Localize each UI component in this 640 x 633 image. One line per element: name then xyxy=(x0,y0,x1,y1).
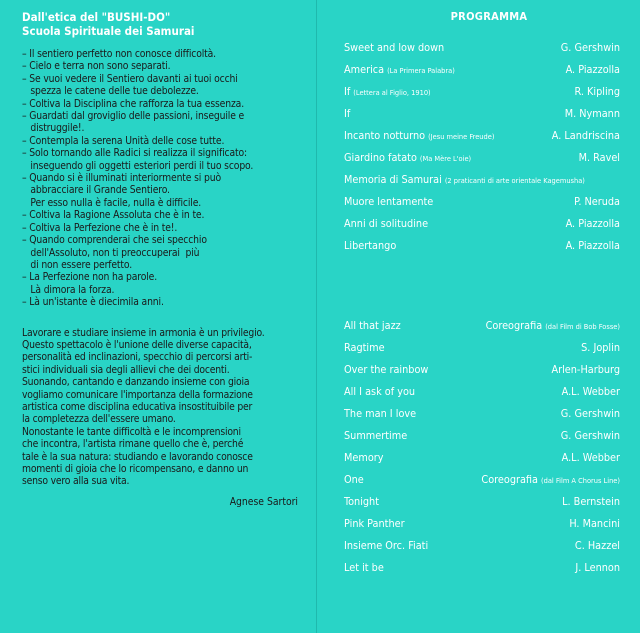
program-item-right xyxy=(569,517,620,530)
rule-line: – La Perfezione non ha parole. xyxy=(22,271,158,284)
intro-paragraph xyxy=(22,327,302,488)
program-title: PROGRAMMA xyxy=(450,10,528,23)
program-item-author: R. Kipling xyxy=(574,85,620,98)
program-item-right xyxy=(575,561,620,574)
heading-line-1: Dall'etica del "BUSHI-DO" xyxy=(22,10,171,24)
program-item-right xyxy=(551,363,620,376)
paragraph-line: Lavorare e studiare insieme in armonia è un privilegio. xyxy=(22,326,265,339)
program-item-left xyxy=(344,217,428,230)
rule-line: abbracciare il Grande Sentiero. xyxy=(22,184,170,197)
program-item-author: A. Landriscina xyxy=(551,129,620,142)
program-item-author: A. Piazzolla xyxy=(565,239,620,252)
program-item-author: J. Lennon xyxy=(575,561,620,574)
program-item-title: If xyxy=(344,85,351,98)
program-part-1 xyxy=(344,41,620,261)
paragraph-line: Suonando, cantando e danzando insieme con gioia xyxy=(22,376,250,389)
program-item-right xyxy=(552,129,620,142)
program-item-left xyxy=(344,151,471,164)
program-item-right xyxy=(561,41,620,54)
program-item-right xyxy=(579,151,620,164)
program-item-author: M. Nymann xyxy=(564,107,620,120)
program-item-left xyxy=(344,539,428,552)
program-item-title: Insieme Orc. Fiati xyxy=(344,539,429,552)
program-item-title: Sweet and low down xyxy=(344,41,445,54)
program-item-note: (Lettera al Figlio, 1910) xyxy=(353,88,431,97)
heading-line-2: Scuola Spirituale dei Samurai xyxy=(22,24,195,38)
program-item xyxy=(344,561,620,583)
program-item-left xyxy=(344,341,385,354)
program-item-left xyxy=(344,195,433,208)
program-item-author: Arlen-Harburg xyxy=(551,363,620,376)
program-item-right xyxy=(566,63,620,76)
rule-line: – Coltiva la Disciplina che rafforza la tua essenza. xyxy=(22,97,244,110)
rule-line: – Se vuoi vedere il Sentiero davanti ai tuoi occhi xyxy=(22,72,238,85)
program-item-left xyxy=(344,407,416,420)
program-item-left xyxy=(344,517,405,530)
paragraph-line: senso vero alla sua vita. xyxy=(22,475,130,488)
program-item xyxy=(344,385,620,407)
page-fold xyxy=(316,0,317,633)
program-item xyxy=(344,517,620,539)
program-item-right xyxy=(575,85,621,98)
program-item-right xyxy=(561,407,620,420)
paragraph-line: stici individuali sia degli allievi che dei docenti. xyxy=(22,363,230,376)
rule-line: – Coltiva la Ragione Assoluta che è in te. xyxy=(22,209,205,222)
program-item-right xyxy=(486,319,620,332)
program-item xyxy=(344,473,620,495)
program-item-right xyxy=(562,451,620,464)
rule-line: inseguendo gli oggetti esteriori perdi il tuo scopo. xyxy=(22,159,254,172)
program-item-title: Muore lentamente xyxy=(344,195,434,208)
rule-line: – Cielo e terra non sono separati. xyxy=(22,60,171,73)
rule-line: – Contempla la serena Unità delle cose tutte. xyxy=(22,134,225,147)
rule-line: – Quando si è illuminati interiormente si può xyxy=(22,172,221,185)
rule-line: dell'Assoluto, non ti preoccuperai più xyxy=(22,246,200,259)
program-item-right xyxy=(565,107,620,120)
program-item-title: Tonight xyxy=(344,495,380,508)
program-item-left xyxy=(344,239,396,252)
program-item-left xyxy=(344,473,364,486)
program-item-right xyxy=(581,341,620,354)
program-item-author: M. Ravel xyxy=(578,151,620,164)
program-item xyxy=(344,341,620,363)
program-item-title: One xyxy=(344,473,364,486)
paragraph-line: momenti di gioia che lo ricompensano, e danno un xyxy=(22,463,249,475)
program-item-author: P. Neruda xyxy=(574,195,620,208)
program-item-author: G. Gershwin xyxy=(560,407,620,420)
program-item xyxy=(344,363,620,385)
program-item-left xyxy=(344,107,350,120)
program-item-note: (dal Film A Chorus Line) xyxy=(541,476,620,485)
program-item-left xyxy=(344,429,407,442)
program-item-title: Let it be xyxy=(344,561,384,574)
program-item xyxy=(344,319,620,341)
program-item-note: (Jesu meine Freude) xyxy=(428,132,495,141)
paragraph-line: la completezza dell'essere umano. xyxy=(22,413,176,426)
rule-line: Per esso nulla è facile, nulla è difficile. xyxy=(22,196,202,209)
program-item xyxy=(344,217,620,239)
program-item-right xyxy=(575,539,620,552)
rule-line: – Il sentiero perfetto non conosce difficoltà. xyxy=(22,48,216,60)
signature: Agnese Sartori xyxy=(229,495,298,508)
program-item xyxy=(344,107,620,129)
program-item-author: A. Piazzolla xyxy=(565,63,620,76)
program-item-title: Memoria di Samurai xyxy=(344,173,442,186)
paragraph-line: tale è la sua natura: studiando e lavorando conosce xyxy=(22,450,253,463)
program-item-author: Coreografia xyxy=(481,473,539,486)
program-item-note: (2 praticanti di arte orientale Kagemusha) xyxy=(444,176,585,185)
program-item-title: Memory xyxy=(344,451,384,464)
program-item-title: All I ask of you xyxy=(344,385,416,398)
program-item xyxy=(344,239,620,261)
program-item-author: A. Piazzolla xyxy=(565,217,620,230)
program-item-left xyxy=(344,451,384,464)
rule-line: distruggile!. xyxy=(22,122,85,135)
program-item-author: C. Hazzel xyxy=(574,539,620,552)
program-item xyxy=(344,429,620,451)
left-page xyxy=(22,10,302,508)
program-item-note: (La Primera Palabra) xyxy=(387,66,455,75)
program-item xyxy=(344,539,620,561)
rule-line: – Là un'istante è diecimila anni. xyxy=(22,296,164,309)
program-item-title: The man I love xyxy=(344,407,417,420)
paragraph-line: Nonostante le tante difficoltà e le incomprensioni xyxy=(22,425,241,438)
program-item-title: America xyxy=(344,63,385,76)
program-item xyxy=(344,41,620,63)
program-item-note: (Ma Mère L'oie) xyxy=(419,154,472,163)
paragraph-line: personalità ed inclinazioni, specchio di percorsi arti- xyxy=(22,351,253,364)
program-item-right xyxy=(561,429,620,442)
program-item-right xyxy=(562,495,620,508)
program-item-author: A.L. Webber xyxy=(561,385,620,398)
program-item-left xyxy=(344,495,379,508)
program-item-left xyxy=(344,173,585,186)
program-item-author: G. Gershwin xyxy=(560,429,620,442)
rule-line: – Quando comprenderai che sei specchio xyxy=(22,234,207,247)
program-item xyxy=(344,495,620,517)
program-item-left xyxy=(344,385,415,398)
rules-list xyxy=(22,48,302,309)
program-item-author: A.L. Webber xyxy=(561,451,620,464)
program-item-left xyxy=(344,85,431,98)
program-item-left xyxy=(344,63,455,76)
program-item-right xyxy=(566,217,620,230)
program-item-right xyxy=(481,473,620,486)
paragraph-line: che incontra, l'artista rimane quello che è, perché xyxy=(22,438,244,451)
rule-line: – Coltiva la Perfezione che è in te!. xyxy=(22,221,178,234)
program-item-title: Incanto notturno xyxy=(344,129,426,142)
rule-line: – Guardati dal groviglio delle passioni, inseguile e xyxy=(22,110,245,123)
paragraph-line: Questo spettacolo è l'unione delle diverse capacità, xyxy=(22,338,252,351)
program-item-title: Libertango xyxy=(344,239,397,252)
rule-line: – Solo tornando alle Radici si realizza il significato: xyxy=(22,147,247,160)
program-item-author: H. Mancini xyxy=(569,517,620,530)
program-item-title: Giardino fatato xyxy=(344,151,417,164)
program-item-author: G. Gershwin xyxy=(560,41,620,54)
program-item-title: Summertime xyxy=(344,429,408,442)
program-item xyxy=(344,63,620,85)
program-item xyxy=(344,451,620,473)
paragraph-line: vogliamo comunicare l'importanza della formazione xyxy=(22,388,253,401)
program-item xyxy=(344,129,620,151)
program-item-left xyxy=(344,129,494,142)
program-item-title: All that jazz xyxy=(344,319,401,332)
rule-line: spezza le catene delle tue debolezze. xyxy=(22,85,199,98)
program-item-title: Anni di solitudine xyxy=(344,217,429,230)
program-item xyxy=(344,85,620,107)
program-item-title: Pink Panther xyxy=(344,517,405,530)
program-item-right xyxy=(574,195,620,208)
program-item-author: Coreografia xyxy=(485,319,543,332)
program-item xyxy=(344,407,620,429)
paragraph-line: artistica come disciplina educativa insostituibile per xyxy=(22,400,253,413)
program-item-left xyxy=(344,41,444,54)
program-item-left xyxy=(344,561,384,574)
program-item-title: Over the rainbow xyxy=(344,363,429,376)
rule-line: di non essere perfetto. xyxy=(22,258,132,271)
rule-line: Là dimora la forza. xyxy=(22,283,115,296)
program-item-left xyxy=(344,319,401,332)
program-item-title: If xyxy=(344,107,351,120)
program-part-2 xyxy=(344,319,620,583)
program-item-title: Ragtime xyxy=(344,341,385,354)
program-item xyxy=(344,151,620,173)
right-page xyxy=(344,10,620,583)
program-item-left xyxy=(344,363,428,376)
program-item-author: L. Bernstein xyxy=(562,495,620,508)
program-item xyxy=(344,173,620,195)
program-item-author: S. Joplin xyxy=(581,341,620,354)
program-item xyxy=(344,195,620,217)
program-item-note: (dal Film di Bob Fosse) xyxy=(545,322,620,331)
program-item-right xyxy=(566,239,620,252)
program-item-right xyxy=(562,385,620,398)
